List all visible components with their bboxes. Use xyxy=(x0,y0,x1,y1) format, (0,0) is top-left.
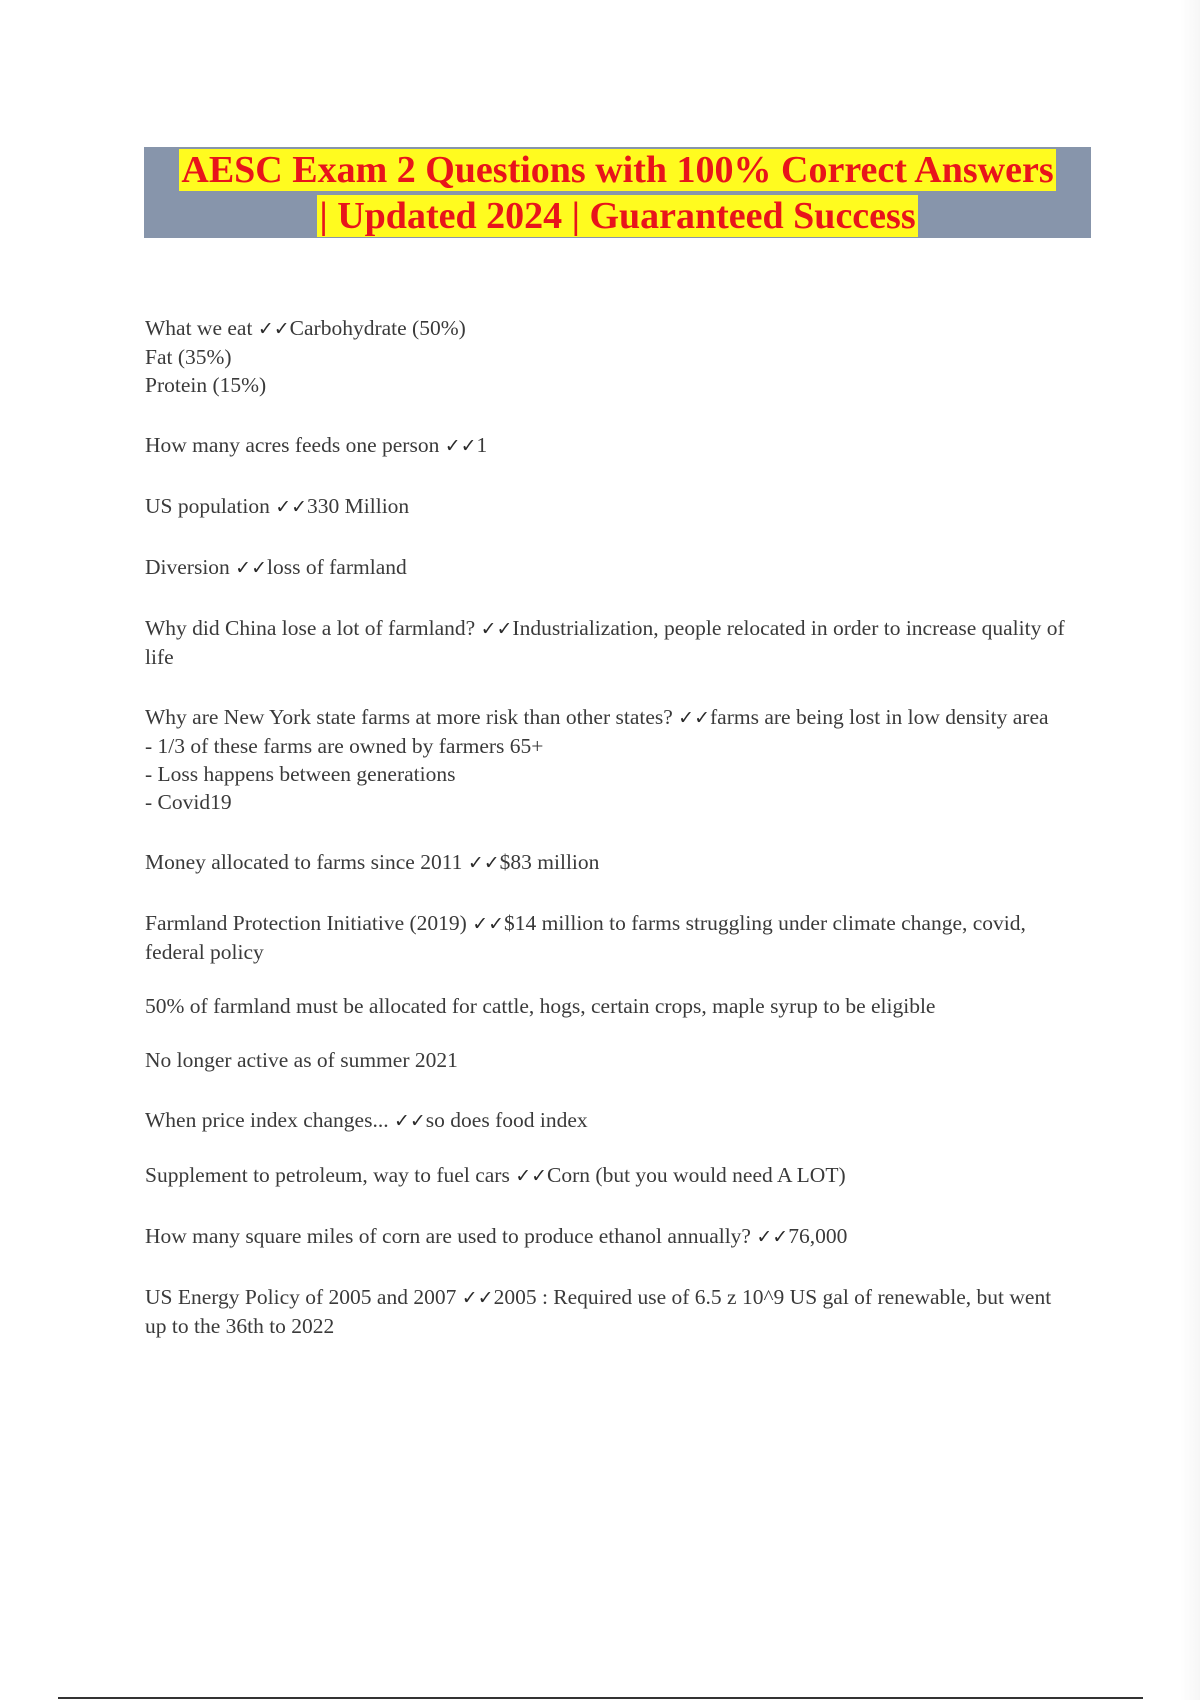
question-text: When price index changes... xyxy=(145,1108,394,1132)
question-text: How many square miles of corn are used to produce ethanol annually? xyxy=(145,1224,757,1248)
answer-text: Carbohydrate (50%) xyxy=(289,316,466,340)
question-text: US population xyxy=(145,494,276,518)
question-text: Diversion xyxy=(145,555,236,579)
check-icon: ✓✓ xyxy=(444,435,477,457)
check-icon: ✓✓ xyxy=(515,1165,548,1187)
page-edge-shadow xyxy=(1180,0,1200,1700)
title-line-2: | Updated 2024 | Guaranteed Success xyxy=(319,195,916,237)
qa-item xyxy=(145,492,1065,521)
check-icon: ✓✓ xyxy=(756,1226,789,1248)
answer-text: $83 million xyxy=(499,850,600,874)
answer-extra-line: Fat (35%) xyxy=(145,345,232,369)
footer-divider xyxy=(58,1697,1143,1699)
check-icon: ✓✓ xyxy=(393,1110,426,1132)
question-text: Farmland Protection Initiative (2019) xyxy=(145,911,473,935)
answer-text: 76,000 xyxy=(788,1224,848,1248)
check-icon: ✓✓ xyxy=(678,707,711,729)
qa-item xyxy=(145,553,1065,582)
note-item xyxy=(145,992,1065,1020)
check-icon: ✓✓ xyxy=(480,618,513,640)
answer-extra-line: Protein (15%) xyxy=(145,373,267,397)
question-text: Money allocated to farms since 2011 xyxy=(145,850,468,874)
check-icon: ✓✓ xyxy=(235,557,268,579)
qa-item xyxy=(145,314,1065,399)
note-item xyxy=(145,1046,1065,1074)
qa-item xyxy=(145,1106,1065,1135)
qa-list xyxy=(145,314,1070,1372)
question-text: Why are New York state farms at more risk than other states? xyxy=(145,705,679,729)
document-title xyxy=(144,147,1091,239)
qa-item xyxy=(145,614,1070,671)
check-icon: ✓✓ xyxy=(461,1287,494,1309)
answer-text: 2005 : Required use of 6.5 z 10^9 US gal of renewable, but went up to the 36th to 2022 xyxy=(145,1285,1057,1338)
answer-text: Industrialization, people relocated in order to increase quality of life xyxy=(145,616,1070,669)
question-text: Why did China lose a lot of farmland? xyxy=(145,616,481,640)
note-text: No longer active as of summer 2021 xyxy=(145,1048,458,1072)
answer-text: 330 Million xyxy=(307,494,410,518)
answer-text: 1 xyxy=(476,433,488,457)
qa-item xyxy=(145,703,1065,816)
answer-text: so does food index xyxy=(425,1108,588,1132)
note-text: 50% of farmland must be allocated for cattle, hogs, certain crops, maple syrup to be eligible xyxy=(145,994,936,1018)
qa-item xyxy=(145,431,1065,460)
answer-extra-line: - Loss happens between generations xyxy=(145,762,456,786)
qa-item xyxy=(145,1161,1065,1190)
qa-item xyxy=(145,848,1065,877)
qa-item xyxy=(145,909,1065,966)
check-icon: ✓✓ xyxy=(257,318,290,340)
answer-extra-line: - 1/3 of these farms are owned by farmers 65+ xyxy=(145,734,544,758)
question-text: How many acres feeds one person xyxy=(145,433,445,457)
answer-extra-line: - Covid19 xyxy=(145,790,232,814)
check-icon: ✓✓ xyxy=(275,496,308,518)
question-text: Supplement to petroleum, way to fuel cars xyxy=(145,1163,516,1187)
answer-text: Corn (but you would need A LOT) xyxy=(547,1163,846,1187)
qa-item xyxy=(145,1222,1065,1251)
check-icon: ✓✓ xyxy=(472,913,505,935)
answer-text: farms are being lost in low density area xyxy=(710,705,1049,729)
question-text: US Energy Policy of 2005 and 2007 xyxy=(145,1285,462,1309)
qa-item xyxy=(145,1283,1065,1340)
title-line-1: AESC Exam 2 Questions with 100% Correct Answers xyxy=(181,149,1054,191)
answer-text: $14 million to farms struggling under climate change, covid, federal policy xyxy=(145,911,1032,964)
answer-text: loss of farmland xyxy=(267,555,407,579)
question-text: What we eat xyxy=(145,316,258,340)
check-icon: ✓✓ xyxy=(467,852,500,874)
